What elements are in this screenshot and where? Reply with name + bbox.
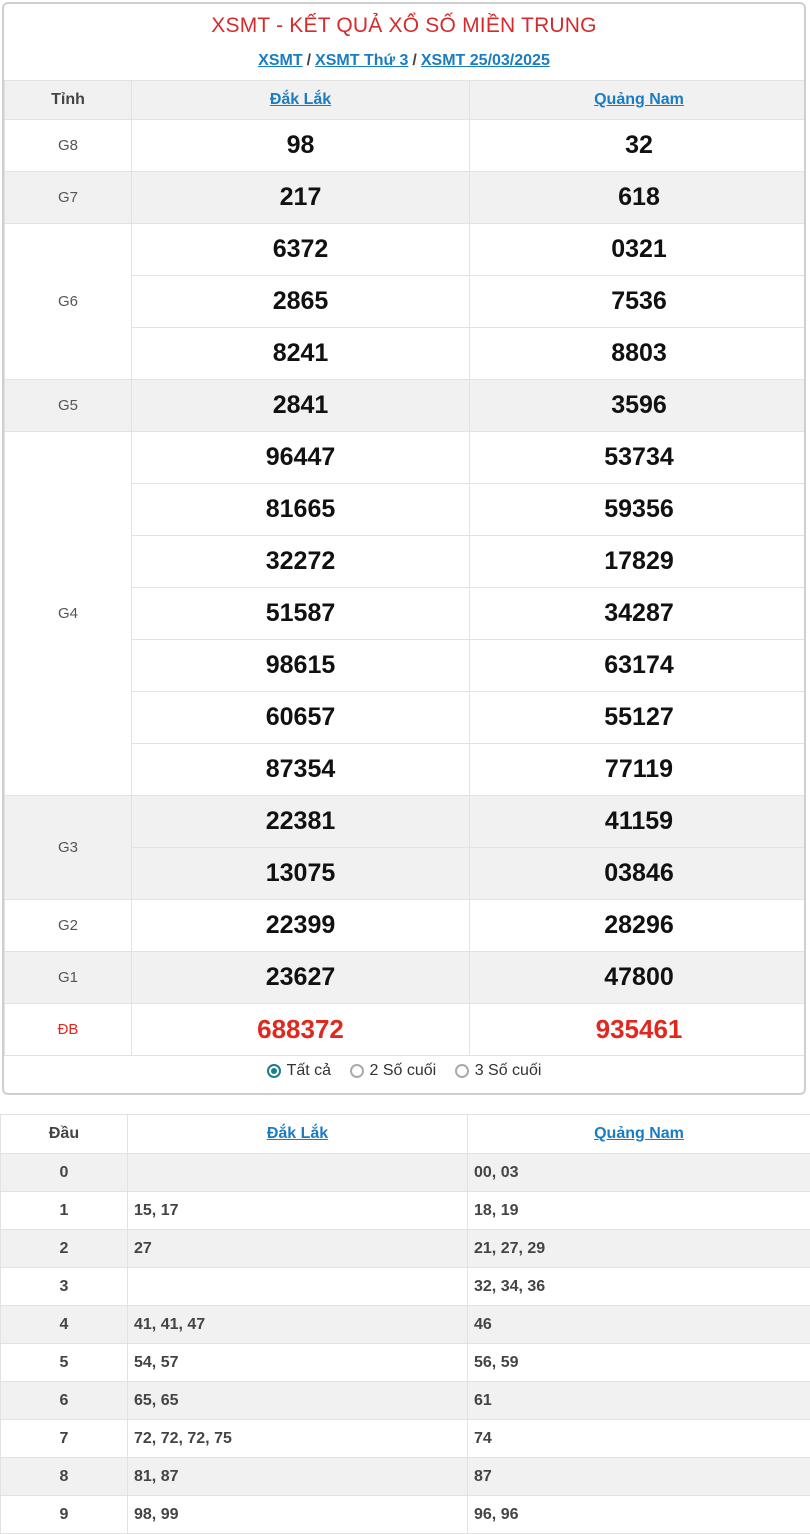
filter-option-label: 3 Số cuối [474, 1062, 542, 1079]
loto-numbers: 74 [468, 1420, 810, 1458]
page-title: XSMT - KẾT QUẢ XỔ SỐ MIỀN TRUNG [211, 14, 597, 37]
prize-number: 60657 [132, 692, 470, 744]
loto-row [1, 1306, 810, 1344]
prize-number: 03846 [470, 848, 807, 900]
prize-number: 34287 [470, 588, 807, 640]
prize-number: 98 [132, 120, 470, 172]
prize-number: 81665 [132, 484, 470, 536]
prize-number: 51587 [132, 588, 470, 640]
province-link-dak-lak[interactable]: Đắk Lắk [269, 91, 332, 108]
filter-option-all[interactable] [267, 1062, 331, 1080]
prize-label: G5 [5, 380, 132, 432]
loto-row [1, 1496, 810, 1534]
special-prize-label: ĐB [5, 1004, 132, 1056]
prize-number: 22399 [132, 900, 470, 952]
loto-numbers: 27 [128, 1230, 468, 1268]
breadcrumb-xsmt-link[interactable]: XSMT [258, 52, 303, 69]
head-digit: 5 [1, 1344, 128, 1382]
prize-label: G7 [5, 172, 132, 224]
loto-province-link-dak-lak[interactable]: Đắk Lắk [266, 1125, 329, 1142]
loto-numbers [128, 1154, 468, 1192]
prize-number: 7536 [470, 276, 807, 328]
loto-row [1, 1268, 810, 1306]
loto-row [1, 1420, 810, 1458]
loto-numbers [128, 1268, 468, 1306]
prize-number: 8803 [470, 328, 807, 380]
prize-number: 22381 [132, 796, 470, 848]
prize-number: 618 [470, 172, 807, 224]
province-link-quang-nam[interactable]: Quảng Nam [594, 91, 684, 108]
breadcrumb-separator: / [306, 52, 312, 69]
prize-row-g1 [5, 952, 807, 1004]
results-card [2, 2, 806, 1095]
prize-number: 77119 [470, 744, 807, 796]
loto-numbers: 81, 87 [128, 1458, 468, 1496]
loto-numbers: 46 [468, 1306, 810, 1344]
loto-numbers: 98, 99 [128, 1496, 468, 1534]
loto-province-header-1 [128, 1115, 468, 1154]
results-table [4, 80, 806, 1056]
loto-numbers: 72, 72, 72, 75 [128, 1420, 468, 1458]
prize-number: 32272 [132, 536, 470, 588]
loto-numbers: 32, 34, 36 [468, 1268, 810, 1306]
prize-number: 41159 [470, 796, 807, 848]
filter-option-label: 2 Số cuối [369, 1062, 437, 1079]
prize-row-g7 [5, 172, 807, 224]
prize-row-special [5, 1004, 807, 1056]
prize-number: 98615 [132, 640, 470, 692]
loto-province-link-quang-nam[interactable]: Quảng Nam [594, 1125, 684, 1142]
breadcrumb [4, 52, 804, 70]
loto-numbers: 96, 96 [468, 1496, 810, 1534]
head-digit: 6 [1, 1382, 128, 1420]
loto-numbers: 54, 57 [128, 1344, 468, 1382]
digit-filter-group [4, 1062, 804, 1083]
prize-number: 0321 [470, 224, 807, 276]
head-digit: 0 [1, 1154, 128, 1192]
head-digit: 7 [1, 1420, 128, 1458]
prize-row-g8 [5, 120, 807, 172]
prize-number: 13075 [132, 848, 470, 900]
loto-numbers: 21, 27, 29 [468, 1230, 810, 1268]
prize-number: 2841 [132, 380, 470, 432]
breadcrumb-separator: / [412, 52, 417, 69]
loto-numbers: 65, 65 [128, 1382, 468, 1420]
loto-head-table [0, 1114, 810, 1534]
head-digit: 4 [1, 1306, 128, 1344]
prize-number: 59356 [470, 484, 807, 536]
prize-number: 96447 [132, 432, 470, 484]
prize-number: 53734 [470, 432, 807, 484]
loto-numbers: 15, 17 [128, 1192, 468, 1230]
special-prize-number: 688372 [132, 1004, 470, 1056]
prize-row-g3 [5, 796, 807, 848]
province-column-header: Tỉnh [5, 81, 132, 120]
prize-number: 3596 [470, 380, 807, 432]
prize-label: G3 [5, 796, 132, 900]
loto-row [1, 1382, 810, 1420]
loto-numbers: 87 [468, 1458, 810, 1496]
loto-numbers: 41, 41, 47 [128, 1306, 468, 1344]
loto-numbers: 61 [468, 1382, 810, 1420]
radio-icon[interactable] [455, 1064, 469, 1078]
loto-row [1, 1344, 810, 1382]
prize-number: 2865 [132, 276, 470, 328]
loto-numbers: 00, 03 [468, 1154, 810, 1192]
prize-row-g6 [5, 224, 807, 276]
prize-number: 17829 [470, 536, 807, 588]
province-header-1 [132, 81, 470, 120]
head-digit: 9 [1, 1496, 128, 1534]
loto-row [1, 1230, 810, 1268]
prize-number: 55127 [470, 692, 807, 744]
prize-row-g2 [5, 900, 807, 952]
special-prize-number: 935461 [470, 1004, 807, 1056]
head-digit: 3 [1, 1268, 128, 1306]
breadcrumb-date-link[interactable]: XSMT 25/03/2025 [420, 52, 550, 69]
prize-number: 32 [470, 120, 807, 172]
breadcrumb-weekday-link[interactable]: XSMT Thứ 3 [315, 52, 409, 69]
prize-number: 28296 [470, 900, 807, 952]
loto-numbers: 56, 59 [468, 1344, 810, 1382]
loto-province-header-2 [468, 1115, 810, 1154]
prize-label: G4 [5, 432, 132, 796]
loto-row [1, 1458, 810, 1496]
head-digit-column-header: Đầu [1, 1115, 128, 1154]
loto-row [1, 1192, 810, 1230]
prize-number: 23627 [132, 952, 470, 1004]
prize-number: 87354 [132, 744, 470, 796]
filter-option-label: Tất cả [286, 1062, 332, 1079]
loto-row [1, 1154, 810, 1192]
prize-number: 47800 [470, 952, 807, 1004]
radio-icon[interactable] [350, 1064, 364, 1078]
prize-label: G2 [5, 900, 132, 952]
radio-selected-icon[interactable] [267, 1064, 281, 1078]
prize-number: 8241 [132, 328, 470, 380]
prize-label: G1 [5, 952, 132, 1004]
prize-row-g4 [5, 432, 807, 484]
filter-option-last-2[interactable] [350, 1062, 437, 1080]
prize-row-g5 [5, 380, 807, 432]
prize-number: 6372 [132, 224, 470, 276]
province-header-2 [470, 81, 807, 120]
head-digit: 1 [1, 1192, 128, 1230]
head-digit: 8 [1, 1458, 128, 1496]
prize-label: G6 [5, 224, 132, 380]
filter-option-last-3[interactable] [455, 1062, 542, 1080]
prize-label: G8 [5, 120, 132, 172]
head-digit: 2 [1, 1230, 128, 1268]
loto-numbers: 18, 19 [468, 1192, 810, 1230]
prize-number: 63174 [470, 640, 807, 692]
prize-number: 217 [132, 172, 470, 224]
